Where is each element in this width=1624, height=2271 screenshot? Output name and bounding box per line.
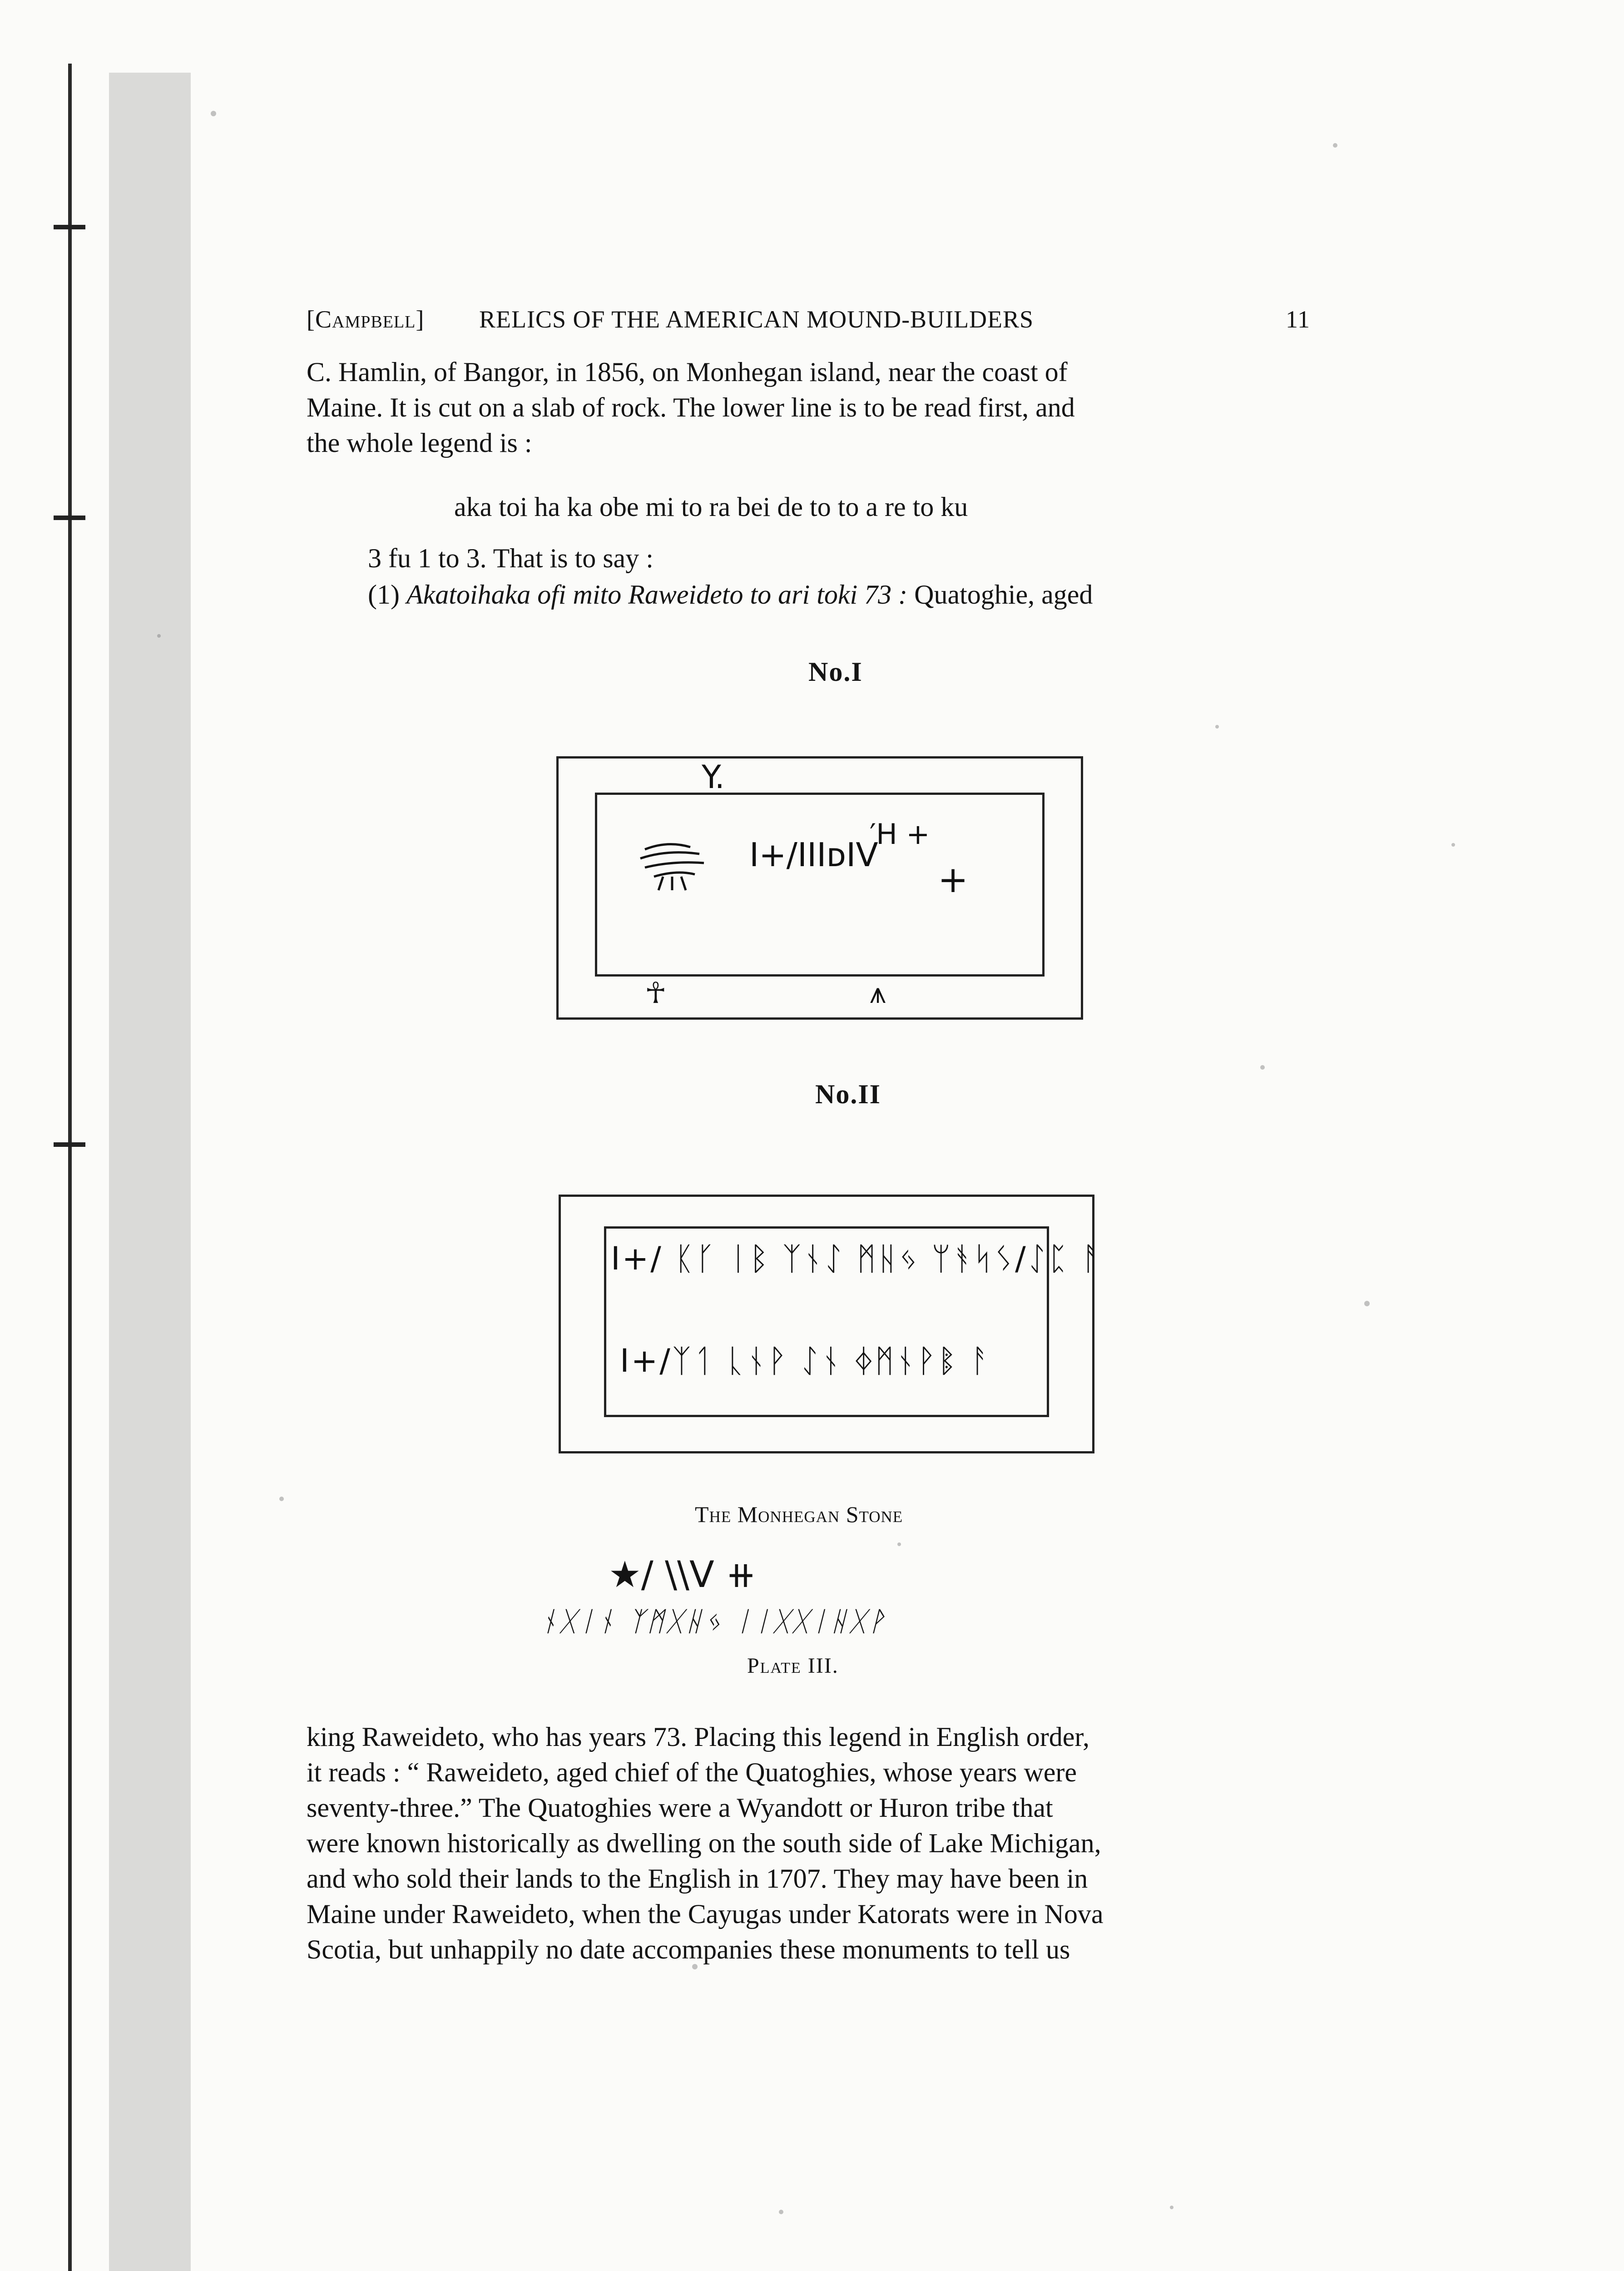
- legend-continuation: 3 fu 1 to 3. That is to say :: [368, 543, 654, 573]
- text-line: were known historically as dwelling on the south side of Lake Michigan,: [307, 1828, 1101, 1858]
- text-line: Maine under Raweideto, when the Cayugas under Katorats were in Nova: [307, 1899, 1104, 1929]
- stone-1-upper-glyphs: ′H +: [870, 818, 930, 851]
- text-line: king Raweideto, who has years 73. Placing this legend in English order,: [307, 1722, 1089, 1752]
- closing-paragraph: [307, 1719, 1306, 1967]
- running-head-title: RELICS OF THE AMERICAN MOUND-BUILDERS: [479, 306, 1034, 333]
- stone-1-bottom-right-mark: ⩚: [870, 977, 886, 1010]
- page-number: 11: [1286, 306, 1310, 333]
- inscription-script-bottom: ᚾᚷᛁᚾ ᛉᛗᚷᚺᛃ ᛁᛁᚷᚷᛁᚺᚷᚹ: [540, 1606, 888, 1637]
- stone-2-line-2: I+/ᛉᛐ ᚳᚾᚹ ᛇᚾ ᛄᛗᚾᚹᛔ ᚨ: [620, 1342, 991, 1379]
- item-phrase: Akatoihaka ofi mito Raweideto to ari toki 73 :: [406, 580, 908, 610]
- stone-1-top-mark: Y.: [702, 759, 725, 796]
- text-line: the whole legend is :: [307, 428, 532, 458]
- stone-2-line-1: I+/ ᛕᚴ ᛁᛒ ᛉᚾᛇ ᛗᚺᛃ ᛘᚬᛋᛊ/ᛇᛈ ᚨ: [611, 1240, 1102, 1277]
- cross-mark: +: [938, 858, 969, 901]
- running-header: [307, 305, 1310, 342]
- figure-label-2: No.II: [815, 1079, 881, 1109]
- text-line: Maine. It is cut on a slab of rock. The lower line is to be read first, and: [307, 392, 1075, 422]
- stone-1-bottom-left-mark: ☥: [645, 977, 667, 1010]
- figure-label-1: No.I: [808, 657, 863, 687]
- plate-label: Plate III.: [747, 1654, 839, 1678]
- item-number: (1): [368, 580, 400, 610]
- bird-icon: [627, 831, 718, 899]
- text-line: and who sold their lands to the English in 1707. They may have been in: [307, 1864, 1088, 1894]
- text-line: C. Hamlin, of Bangor, in 1856, on Monhegan island, near the coast of: [307, 357, 1068, 387]
- stone-1-main-glyphs: I+/IIIᴅIV: [749, 836, 878, 874]
- intro-paragraph: [307, 354, 1306, 461]
- text-line: it reads : “ Raweideto, aged chief of the Quatoghies, whose years were: [307, 1757, 1077, 1787]
- figure-caption: The Monhegan Stone: [695, 1502, 903, 1527]
- inscription-script-top: ★∕ \\V ⧺: [609, 1553, 757, 1596]
- text-line: seventy-three.” The Quatoghies were a Wyandott or Huron tribe that: [307, 1793, 1053, 1823]
- legend-transliteration: aka toi ha ka obe mi to ra bei de to to a re to ku: [454, 492, 968, 522]
- item-rest: Quatoghie, aged: [914, 580, 1093, 610]
- translation-item-1: [368, 579, 1093, 610]
- text-line: Scotia, but unhappily no date accompanies these monuments to tell us: [307, 1934, 1070, 1964]
- running-head-author: [Campbell]: [307, 306, 425, 333]
